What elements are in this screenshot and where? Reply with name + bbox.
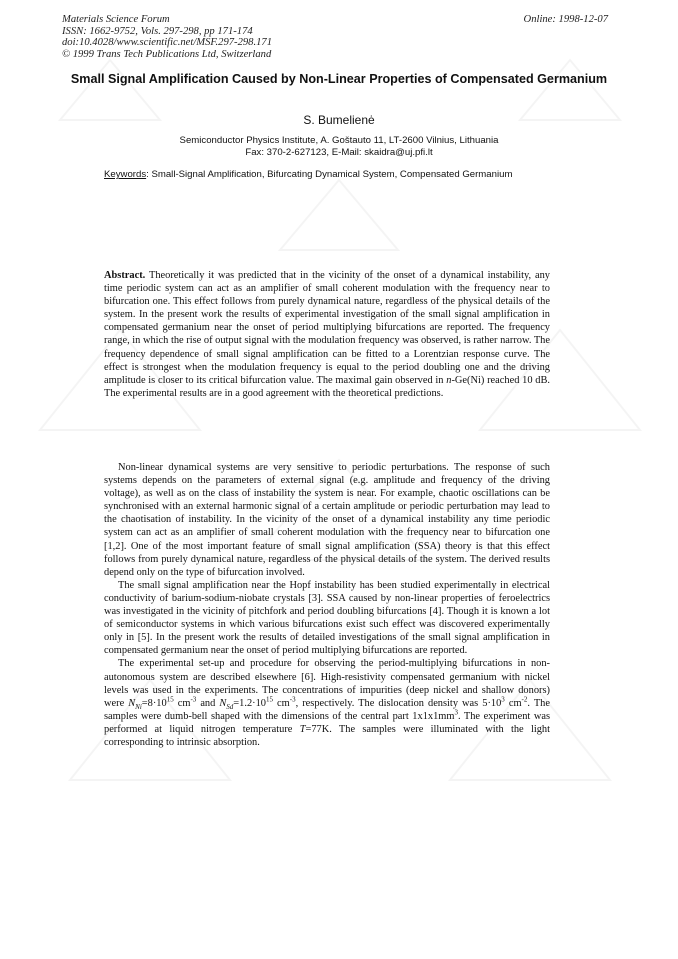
- paragraph-3: The experimental set-up and procedure for observing the period-multiplying bifurcations in non-autonomous system are described elsewhere [6]. High-resistivity compensated germanium with nickel levels was used in the experiments. The concentrations of impurities (deep nickel and shallow donors) were $N_{Ni}=8\cdot 10^{15}$ $cm^{-3}$ and $N_{Sd}=1.2\cdot 10^{15}$ $cm^{-3}$, respectively. The dislocation density was $5\cdot 10^3$ $cm^{-2}$. The samples were dumb-bell shaped with the dimensions of the central part $1x1x1mm^3$. The experiment was performed at liquid nitrogen temperature T=77K. The samples were illuminated with the light corresponding to intrinsic absorption.: [104, 658, 550, 748]
- affiliation-block: [0, 135, 678, 159]
- abstract-label: Abstract.: [104, 270, 146, 281]
- affiliation: Semiconductor Physics Institute, A. Goštauto 11, LT-2600 Vilnius, Lithuania: [179, 135, 499, 146]
- abstract-text: Theoretically it was predicted that in the vicinity of the onset of a dynamical instability, any time periodic system can act as an amplifier of small coherent modulation with the frequency near to bifurcation one. This effect follows from purely dynamical nature, regardless of the physical details of the system. In the present work the results of experimental investigation of the small signal amplification in compensated germanium near the onset of period multiplying bifurcations are reported. The frequency range, in which the rise of output signal with the modulation frequency was observed, is rather narrow. The frequency dependence of small signal amplification can be fitted to a Lorentzian response curve. The effect is strongest when the modulation frequency is equal to the period doubling one and the driving amplitude is closer to its critical bifurcation value. The maximal gain observed in: [104, 270, 551, 386]
- online-date: Online: 1998-12-07: [523, 14, 608, 25]
- keywords-line: [104, 169, 512, 180]
- doi-link[interactable]: doi:10.4028/www.scientific.net/MSF.297-298.171: [62, 37, 272, 49]
- abstract: [104, 269, 550, 400]
- copyright-line: © 1999 Trans Tech Publications Ltd, Switzerland: [62, 48, 272, 60]
- body-text: [104, 461, 550, 749]
- keywords-text: : Small-Signal Amplification, Bifurcating Dynamical System, Compensated Germanium: [146, 169, 513, 180]
- keywords-label: Keywords: [104, 169, 147, 180]
- paragraph-1: Non-linear dynamical systems are very sensitive to periodic perturbations. The response of such systems depends on the parameters of external signal (e.g. amplitude and frequency of the driving voltage), as well as on the class of instability the system is near. For example, chaotic oscillations can be synchronised with an external harmonic signal of a certain amplitude or periodic perturbation may lead to the chaotisation of instability. In the vicinity of the onset of a dynamical instability any time periodic system can act as an amplifier of small coherent modulation with the frequency near to bifurcation one [1,2]. One of the most important feature of small signal amplification (SSA) theory is that this effect follows from purely dynamical nature, regardless of the physical details of the system. The derived results depend only on the type of bifurcation involved.: [104, 462, 550, 578]
- abstract-text-end: -Ge(Ni) reached 10 dB. The experimental results are in a good agreement with the theoretical predictions.: [104, 374, 550, 399]
- contact-info: Fax: 370-2-627123, E-Mail: skaidra@uj.pfi.lt: [245, 147, 433, 158]
- issn-line: ISSN: 1662-9752, Vols. 297-298, pp 171-174: [62, 25, 253, 37]
- abstract-n-symbol: n: [446, 374, 452, 386]
- journal-name: Materials Science Forum: [62, 14, 170, 25]
- author-name: S. Bumelienė: [303, 113, 375, 127]
- journal-header: [62, 14, 608, 60]
- paragraph-2: The small signal amplification near the Hopf instability has been studied experimentally in electrical conductivity of barium-sodium-niobate crystals [3]. SSA caused by non-linear properties of feroelectrics was investigated in the vicinity of pitchfork and period doubling bifurcations [4]. Though it is known a lot of semiconductor systems in which various bifurcations exist such effect was discovered experimentally only in [5]. In the present work the results of detailed investigations of the small signal amplification in compensated germanium near the onset of period multiplying bifurcations are reported.: [104, 579, 550, 657]
- paper-title: Small Signal Amplification Caused by Non-Linear Properties of Compensated Germanium: [70, 72, 608, 86]
